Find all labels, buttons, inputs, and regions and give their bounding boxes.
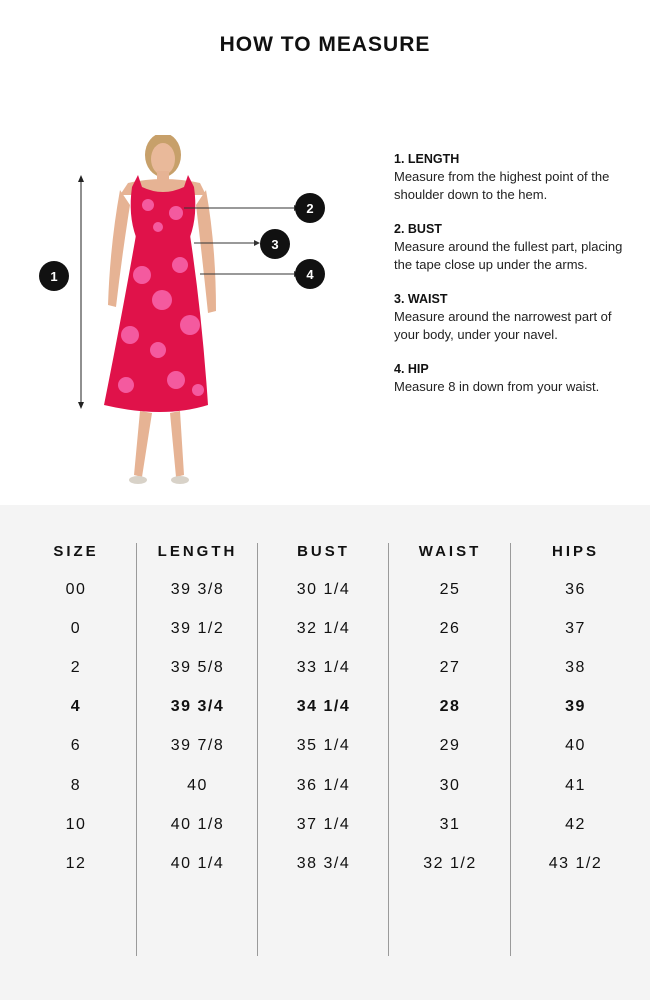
table-cell-waist: 28 xyxy=(439,698,461,716)
instruction-text: Measure around the narrowest part of your body, under your navel. xyxy=(394,309,612,342)
table-cell-bust: 35 1/4 xyxy=(296,737,351,755)
table-cell-bust: 38 3/4 xyxy=(296,854,351,872)
instruction-title: 4. HIP xyxy=(394,362,429,376)
instruction-title: 3. WAIST xyxy=(394,292,448,306)
table-cell-size: 8 xyxy=(70,776,82,794)
table-cell-length: 39 5/8 xyxy=(170,659,225,677)
measure-instructions xyxy=(394,150,624,412)
table-cell-bust: 36 1/4 xyxy=(296,776,351,794)
table-cell-waist: 27 xyxy=(439,659,461,677)
column-hips xyxy=(511,505,640,1000)
table-cell-waist: 29 xyxy=(439,737,461,755)
badge-hip: 4 xyxy=(295,259,325,289)
table-cell-bust: 30 1/4 xyxy=(296,581,351,598)
column-header-hips: HIPS xyxy=(551,543,599,560)
column-header-length: LENGTH xyxy=(157,543,238,560)
instruction-title: 1. LENGTH xyxy=(394,152,460,166)
table-cell-size: 2 xyxy=(70,659,82,677)
column-header-waist: WAIST xyxy=(418,543,482,560)
table-cell-bust: 34 1/4 xyxy=(296,698,351,716)
table-cell-hips: 43 1/2 xyxy=(548,854,603,872)
table-cell-hips: 37 xyxy=(565,620,586,638)
table-cell-hips: 38 xyxy=(565,659,586,677)
table-cell-hips: 36 xyxy=(565,581,586,598)
instruction-title: 2. BUST xyxy=(394,222,442,236)
table-cell-hips: 40 xyxy=(565,737,586,755)
column-length xyxy=(137,505,258,1000)
table-cell-length: 39 3/4 xyxy=(170,698,225,716)
badge-length: 1 xyxy=(39,261,69,291)
table-cell-bust: 33 1/4 xyxy=(296,659,351,677)
table-cell-waist: 30 xyxy=(439,776,461,794)
table-cell-size: 0 xyxy=(70,620,82,638)
column-bust xyxy=(258,505,389,1000)
measurement-diagram xyxy=(30,135,340,495)
instruction-text: Measure from the highest point of the shoulder down to the hem. xyxy=(394,169,610,202)
table-cell-waist: 26 xyxy=(439,620,461,638)
table-cell-length: 39 7/8 xyxy=(170,737,225,755)
table-cell-size: 12 xyxy=(65,854,87,872)
table-cell-size: 00 xyxy=(65,581,87,598)
instruction-bust xyxy=(394,220,624,274)
table-cell-size: 6 xyxy=(70,737,82,755)
table-cell-size: 10 xyxy=(65,815,87,833)
badge-bust: 2 xyxy=(295,193,325,223)
column-header-size: SIZE xyxy=(53,543,99,560)
badge-waist: 3 xyxy=(260,229,290,259)
table-cell-length: 40 1/8 xyxy=(170,815,225,833)
table-cell-size: 4 xyxy=(70,698,82,716)
table-cell-hips: 39 xyxy=(565,698,586,716)
table-cell-waist: 25 xyxy=(439,581,461,598)
instruction-text: Measure 8 in down from your waist. xyxy=(394,379,600,394)
table-cell-length: 39 1/2 xyxy=(170,620,225,638)
column-waist xyxy=(389,505,511,1000)
table-cell-waist: 31 xyxy=(439,815,461,833)
table-cell-waist: 32 1/2 xyxy=(423,854,477,872)
table-cell-hips: 42 xyxy=(565,815,586,833)
instruction-waist xyxy=(394,290,624,344)
table-cell-length: 40 1/4 xyxy=(170,854,225,872)
instruction-hip xyxy=(394,360,624,396)
size-chart-table xyxy=(0,505,650,1000)
table-cell-bust: 37 1/4 xyxy=(296,815,351,833)
column-header-bust: BUST xyxy=(297,543,350,560)
column-size xyxy=(14,505,138,1000)
table-cell-length: 40 xyxy=(187,776,208,794)
dress-figure xyxy=(30,135,340,495)
instruction-text: Measure around the fullest part, placing the tape close up under the arms. xyxy=(394,239,623,272)
table-cell-hips: 41 xyxy=(565,776,586,794)
instruction-length xyxy=(394,150,624,204)
page-title: HOW TO MEASURE xyxy=(219,33,431,56)
table-cell-length: 39 3/8 xyxy=(170,581,225,598)
table-cell-bust: 32 1/4 xyxy=(296,620,351,638)
